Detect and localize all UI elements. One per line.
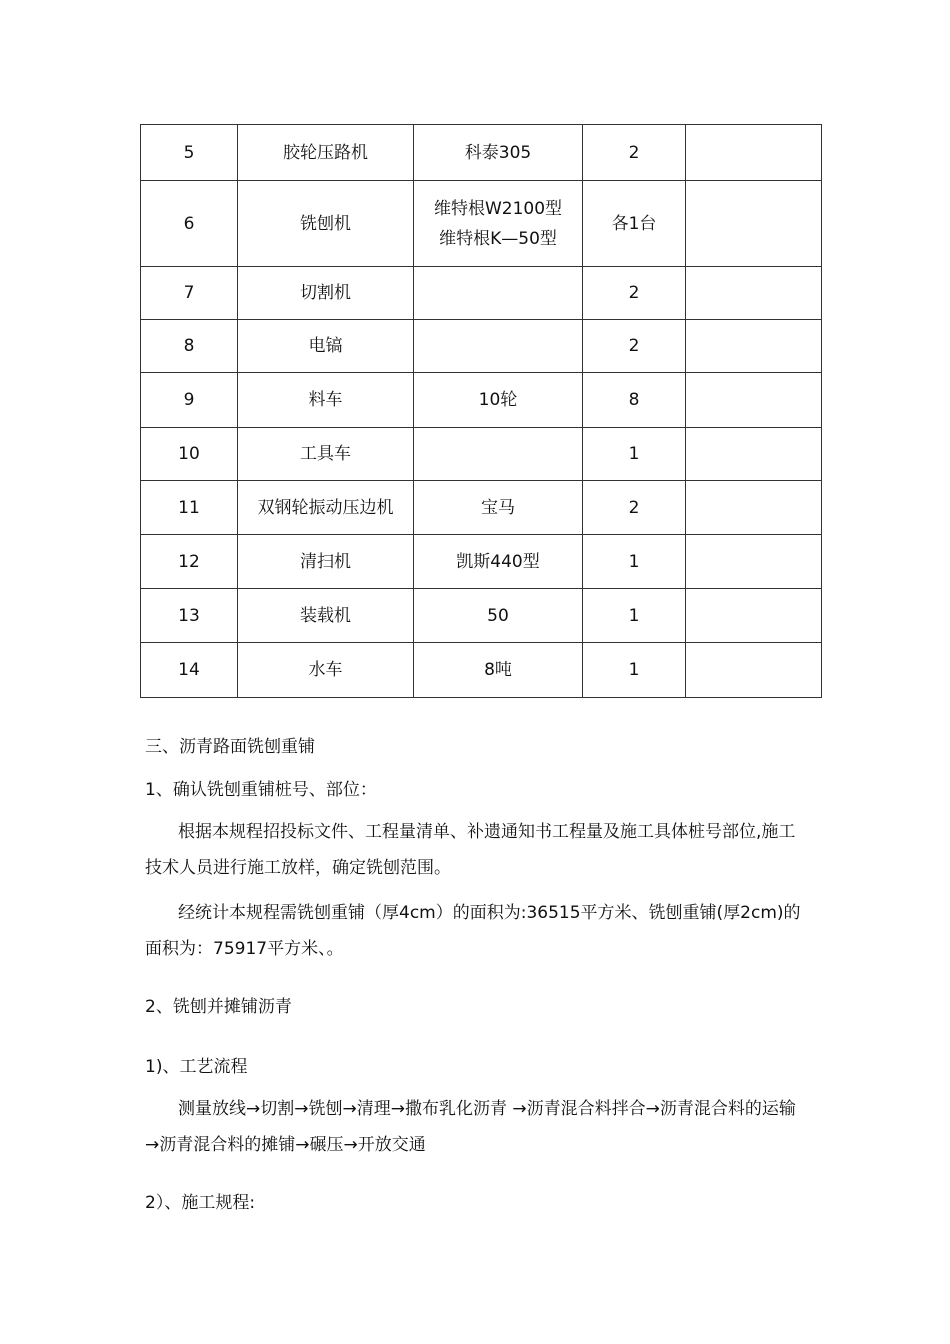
cell-quantity: 1: [583, 589, 686, 643]
cell-number: 7: [141, 267, 238, 320]
table-row: [141, 535, 822, 589]
item-2-title: 2、铣刨并摊铺沥青: [145, 997, 292, 1017]
model-line: 宝马: [481, 497, 515, 518]
cell-equipment-name: 铣刨机: [238, 181, 414, 267]
cell-number: 8: [141, 320, 238, 373]
model-line: 维特根K—50型: [439, 228, 557, 249]
flow-process-text: 测量放线→切割→铣刨→清理→撒布乳化沥青 →沥青混合料拌合→沥青混合料的运输→沥青混合料的摊铺→碾压→开放交通: [145, 1099, 796, 1155]
cell-note: [686, 428, 822, 481]
cell-equipment-name: 双钢轮振动压边机: [238, 481, 414, 535]
cell-equipment-name: 料车: [238, 373, 414, 428]
cell-note: [686, 267, 822, 320]
cell-model: [414, 589, 583, 643]
table-row: [141, 267, 822, 320]
cell-model: [414, 481, 583, 535]
item-1-paragraph-1: 根据本规程招投标文件、工程量清单、补遗通知书工程量及施工具体桩号部位,施工技术人员进行施工放样，确定铣刨范围。: [145, 822, 796, 878]
cell-equipment-name: 切割机: [238, 267, 414, 320]
cell-note: [686, 373, 822, 428]
cell-quantity: 1: [583, 643, 686, 698]
table-row: [141, 643, 822, 698]
cell-number: 13: [141, 589, 238, 643]
cell-note: [686, 643, 822, 698]
cell-number: 5: [141, 125, 238, 181]
cell-quantity: 8: [583, 373, 686, 428]
table-row: [141, 589, 822, 643]
table-row: [141, 125, 822, 181]
cell-model: [414, 373, 583, 428]
sub-2-title: 2）、施工规程:: [145, 1193, 256, 1213]
cell-equipment-name: 胶轮压路机: [238, 125, 414, 181]
cell-model: [414, 428, 583, 481]
cell-quantity: 2: [583, 267, 686, 320]
cell-note: [686, 535, 822, 589]
item-1-paragraph-2: 经统计本规程需铣刨重铺（厚4cm）的面积为:36515平方米、铣刨重铺(厚2cm)的面积为：75917平方米、。: [145, 903, 801, 959]
cell-quantity: 2: [583, 481, 686, 535]
model-line: 50: [487, 605, 509, 626]
model-line: 科泰305: [464, 142, 532, 163]
item-1-title: 1、确认铣刨重铺桩号、部位：: [145, 780, 377, 800]
cell-number: 14: [141, 643, 238, 698]
table-row: [141, 428, 822, 481]
cell-quantity: 2: [583, 125, 686, 181]
cell-number: 9: [141, 373, 238, 428]
equipment-table-body: [141, 125, 822, 698]
cell-equipment-name: 电镐: [238, 320, 414, 373]
cell-number: 10: [141, 428, 238, 481]
cell-model: [414, 643, 583, 698]
table-row: [141, 181, 822, 267]
cell-model: [414, 181, 583, 267]
section-3-title: 三、沥青路面铣刨重铺: [145, 737, 315, 757]
cell-number: 6: [141, 181, 238, 267]
cell-equipment-name: 清扫机: [238, 535, 414, 589]
model-line: 8吨: [484, 660, 512, 680]
cell-number: 12: [141, 535, 238, 589]
cell-equipment-name: 装载机: [238, 589, 414, 643]
cell-equipment-name: 水车: [238, 643, 414, 698]
table-row: [141, 373, 822, 428]
cell-number: 11: [141, 481, 238, 535]
cell-model: [414, 320, 583, 373]
table-row: [141, 481, 822, 535]
cell-equipment-name: 工具车: [238, 428, 414, 481]
cell-quantity: 1: [583, 428, 686, 481]
cell-model: [414, 535, 583, 589]
model-line: 凯斯440型: [456, 551, 540, 572]
cell-quantity: 2: [583, 320, 686, 373]
cell-quantity: 各1台: [583, 181, 686, 267]
sub-1-title: 1)、工艺流程: [145, 1057, 248, 1077]
cell-note: [686, 320, 822, 373]
cell-model: [414, 267, 583, 320]
cell-note: [686, 481, 822, 535]
cell-note: [686, 181, 822, 267]
cell-quantity: 1: [583, 535, 686, 589]
cell-model: [414, 125, 583, 181]
equipment-table: [140, 124, 822, 698]
cell-note: [686, 125, 822, 181]
cell-note: [686, 589, 822, 643]
table-row: [141, 320, 822, 373]
model-line: 维特根W2100型: [433, 198, 563, 219]
model-line: 10轮: [478, 390, 518, 410]
